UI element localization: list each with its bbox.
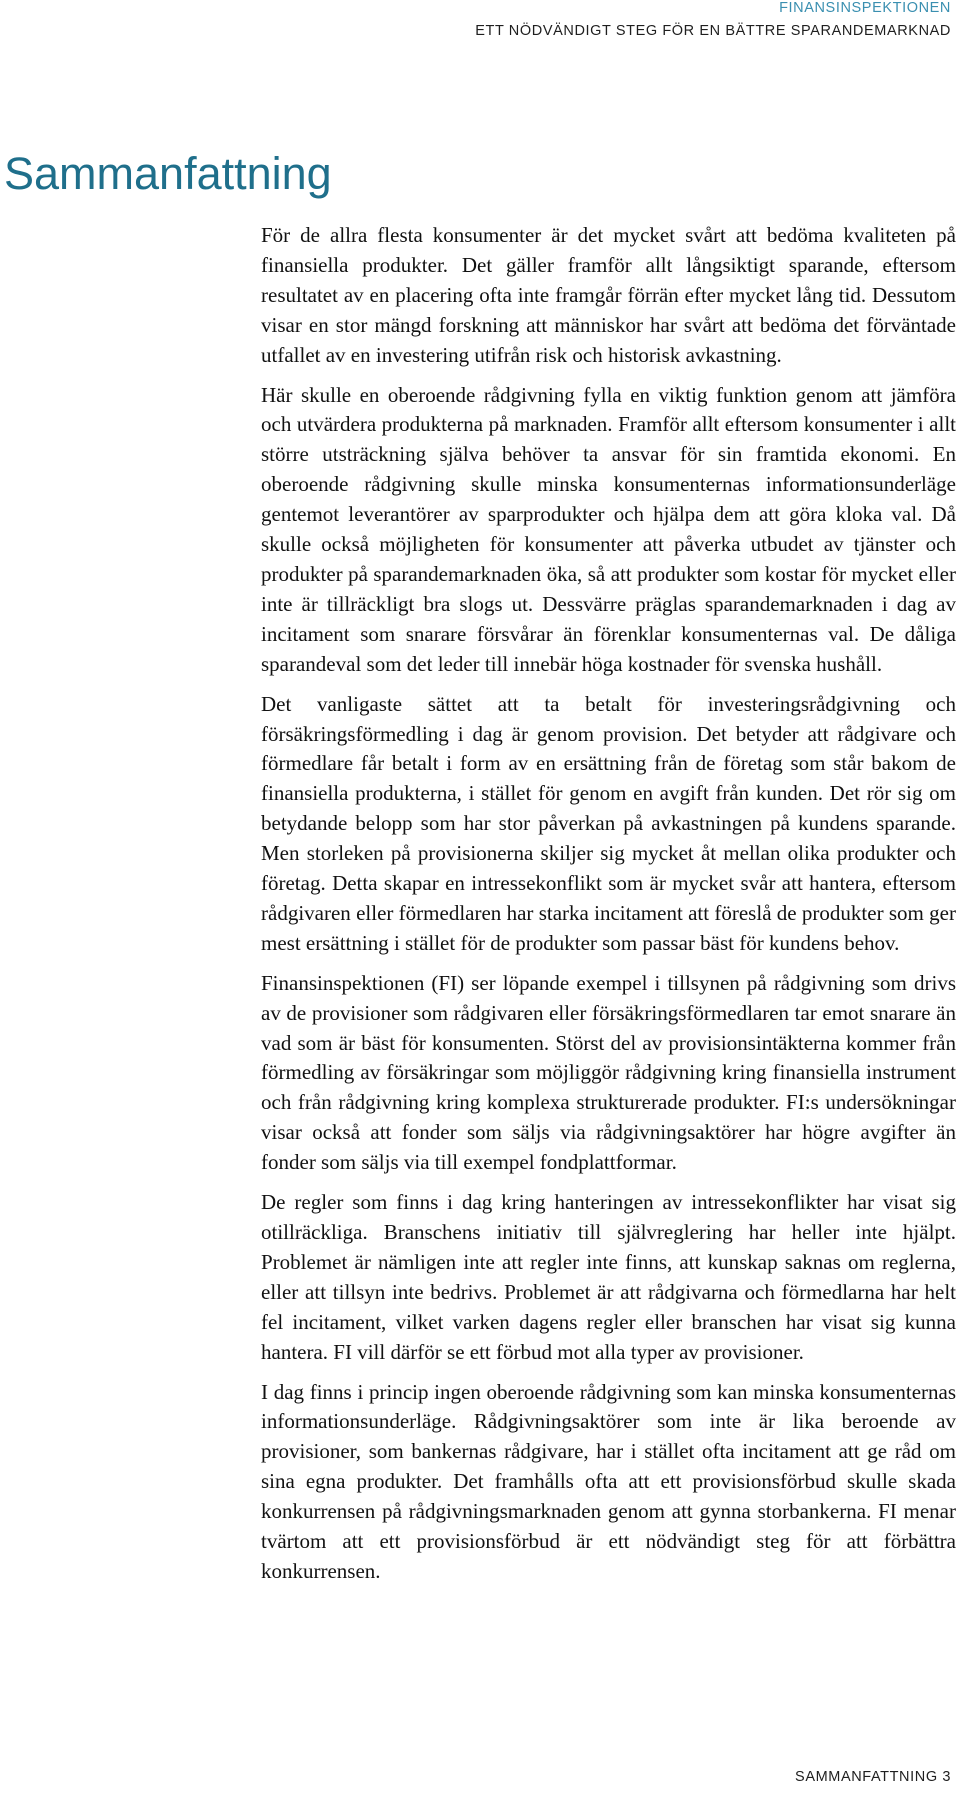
summary-body xyxy=(261,221,956,1587)
page-title: Sammanfattning xyxy=(4,148,332,199)
paragraph: Finansinspektionen (FI) ser löpande exempel i tillsynen på rådgivning som drivs av de provisioner som rådgivaren eller försäkringsförmedlaren tar emot snarare än vad som är bäst för konsumenten. Störst del av provisionsintäkterna kommer från förmedling av försäkringar som möjliggör rådgivning kring finansiella instrument och från rådgivning kring komplexa strukturerade produkter. FI:s undersökningar visar också att fonder som säljs via rådgivningsaktörer har högre avgifter än fonder som säljs via till exempel fondplattformar. xyxy=(261,970,956,1175)
paragraph: I dag finns i princip ingen oberoende rådgivning som kan minska konsumenternas informationsunderläge. Rådgivningsaktörer som inte är lika beroende av provisioner, som bankernas rådgivare, har i stället ofta incitament att ge råd om sina egna produkter. Det framhålls ofta att ett provisionsförbud skulle skada konkurrensen på rådgivningsmarknaden genom att gynna storbankerna. FI menar tvärtom att ett provisionsförbud är ett nödvändigt steg för att förbättra konkurrensen. xyxy=(261,1379,956,1583)
paragraph: Här skulle en oberoende rådgivning fylla en viktig funktion genom att jämföra och utvärdera produkterna på marknaden. Framför allt eftersom konsumenter i allt större utsträckning själva behöver ta ansvar för sin framtida ekonomi. En oberoende rådgivning skulle minska konsumenternas informationsunderläge gentemot leverantörer av sparprodukter och hjälpa dem att göra kloka val. Då skulle också möjligheten för konsumenter att påverka utbudet av tjänster och produkter på sparandemarknaden öka, så att produkter som kostar för mycket eller inte är tillräckligt bra slogs ut. Dessvärre präglas sparandemarknaden i dag av incitament som snarare försvårar än förenklar konsumenternas val. De dåliga sparandeval som det leder till innebär höga kostnader för svenska hushåll. xyxy=(261,382,956,676)
paragraph: För de allra flesta konsumenter är det mycket svårt att bedöma kvaliteten på finansiella produkter. Det gäller framför allt långsiktigt sparande, eftersom resultatet av en placering ofta inte framgår förrän efter mycket lång tid. Dessutom visar en stor mängd forskning att människor har svårt att bedöma det förväntade utfallet av en investering utifrån risk och historisk avkastning. xyxy=(261,223,956,367)
organization-name: FINANSINSPEKTIONEN xyxy=(779,0,951,16)
paragraph: Det vanligaste sättet att ta betalt för investeringsrådgivning och försäkringsförmedling i dag är genom provision. Det betyder att rådgivare och förmedlare får betalt i form av en ersättning från de företag som står bakom de finansiella produkterna, i stället för genom en avgift från kunden. Det rör sig om betydande belopp som har stor påverkan på avkastningen på kundens sparande. Men storleken på provisionerna skiljer sig mycket åt mellan olika produkter och företag. Detta skapar en intressekonflikt som är mycket svår att hantera, eftersom rådgivaren eller förmedlaren har starka incitament att föreslå de produkter som ger mest ersättning i stället för de produkter som passar bäst för kundens behov. xyxy=(261,691,956,955)
page-footer: SAMMANFATTNING 3 xyxy=(795,1769,951,1785)
report-subtitle: ETT NÖDVÄNDIGT STEG FÖR EN BÄTTRE SPARANDEMARKNAD xyxy=(475,23,951,39)
running-header xyxy=(475,0,951,40)
paragraph: De regler som finns i dag kring hanteringen av intressekonflikter har visat sig otillräckliga. Branschens initiativ till självreglering har heller inte hjälpt. Problemet är nämligen inte att regler inte finns, att kunskap saknas om reglerna, eller att tillsyn inte bedrivs. Problemet är att rådgivarna och förmedlarna har helt fel incitament, vilket varken dagens regler eller branschen har visat sig kunna hantera. FI vill därför se ett förbud mot alla typer av provisioner. xyxy=(261,1190,956,1364)
